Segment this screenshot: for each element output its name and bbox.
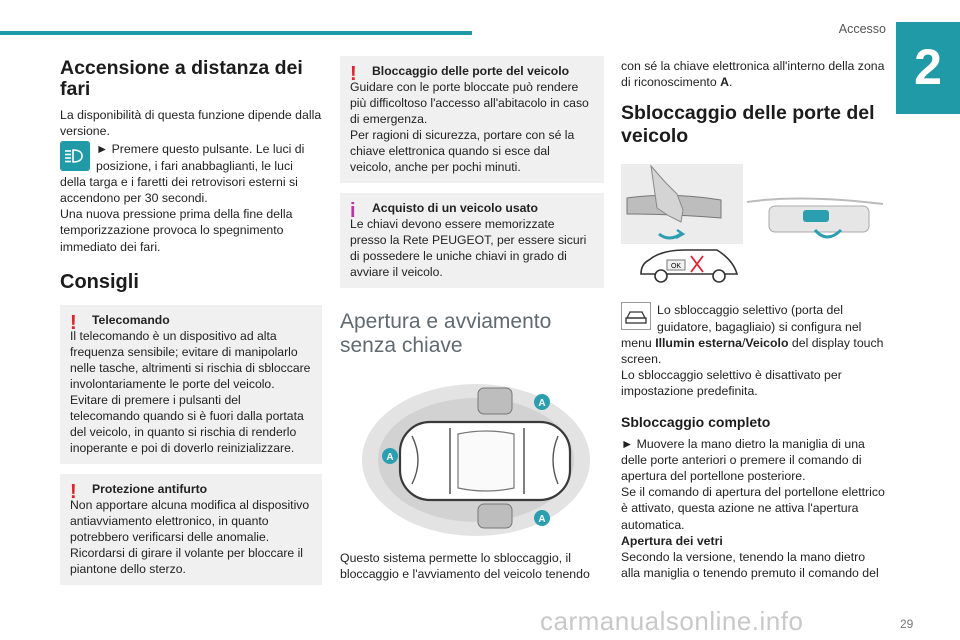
note-title: Bloccaggio delle porte del veicolo: [372, 64, 570, 78]
menu-name: Veicolo: [745, 335, 789, 350]
chapter-number-tab: 2: [896, 22, 960, 114]
selective-default-text: Lo sbloccaggio selettivo è disattivato per impostazione predefinita.: [621, 368, 842, 399]
complete-unlock-heading: Sbloccaggio completo: [621, 413, 771, 430]
selective-unlock-text: [621, 302, 887, 367]
info-icon: i: [350, 200, 356, 222]
note-title: Protezione antifurto: [92, 481, 208, 496]
menu-separator: /: [741, 335, 746, 350]
zone-a-label: A: [538, 514, 546, 525]
windows-text: Secondo la versione, tenendo la mano dietro alla maniglia o tenendo premuto il comando del: [621, 550, 879, 581]
watermark: carmanualsonline.info: [540, 606, 804, 636]
antitheft-warning: [60, 474, 322, 585]
column-1: [60, 58, 322, 585]
second-press-text: Una nuova pressione prima della fine della temporizzazione provoca lo spegnimento immediato dei fari.: [60, 207, 293, 254]
keyless-continuation: [621, 58, 887, 90]
car-settings-icon: [621, 302, 651, 330]
continuation-text: con sé la chiave elettronica all'interno della zona di riconoscimento: [621, 59, 885, 90]
column-2: [340, 56, 604, 582]
note-title: Acquisto di un veicolo usato: [372, 201, 538, 215]
selective-text-a: Lo sbloccaggio selettivo (porta del guidatore, bagagliaio) si configura nel menu: [621, 303, 862, 350]
note-body: Non apportare alcuna modifica al dispositivo antiavviamento elettronico, in quanto potrebbero verificarsi delle anomalie.: [70, 497, 310, 544]
windows-heading: Apertura dei vetri: [621, 533, 723, 548]
note-body: Il telecomando è un dispositivo ad alta frequenza sensibile; evitare di manipolarlo nelle tasche, altrimenti si rischia di sbloccare involontariamente le porte del veicolo.: [70, 328, 311, 391]
headlight-step-text: ► Premere questo pulsante. Le luci di posizione, i fari anabbaglianti, le luci della targa e i faretti dei retrovisori esterni si accendono per 30 secondi.: [60, 142, 305, 206]
zone-reference: A: [720, 75, 729, 90]
page-number: 29: [900, 617, 914, 631]
note-body: Le chiavi devono essere memorizzate presso la Rete PEUGEOT, per essere sicuri di possedere le uniche chiavi in grado di avviare il veicolo.: [350, 217, 587, 279]
zone-a-label: A: [538, 398, 546, 409]
tailgate-text: Se il comando di apertura del portellone elettrico è attivato, questa azione ne attiva l'apertura automatica.: [621, 485, 885, 532]
continuation-end: .: [729, 75, 733, 90]
section-title: Accesso: [838, 22, 886, 36]
note-body: Ricordarsi di girare il volante per bloccare il piantone dello sterzo.: [70, 545, 304, 576]
advice-heading: Consigli: [60, 270, 139, 293]
headlight-button-icon: [60, 141, 90, 171]
remote-headlights-title: Accensione a distanza dei fari: [60, 57, 303, 100]
menu-name: Illumin esterna: [655, 335, 742, 350]
headlight-step: [60, 141, 322, 206]
locking-warning: [340, 56, 604, 183]
header-accent-bar: [0, 31, 472, 35]
unlock-heading: Sbloccaggio delle porte del veicolo: [621, 102, 875, 148]
note-body: Per ragioni di sicurezza, portare con sé la chiave elettronica quando si esce dal veicolo, anche per pochi minuti.: [350, 128, 575, 174]
column-3: [621, 58, 887, 581]
remote-control-warning: [60, 305, 322, 464]
keyless-intro: Questo sistema permette lo sbloccaggio, il bloccaggio e l'avviamento del veicolo tenendo: [340, 551, 590, 582]
unlock-diagram: [621, 164, 887, 294]
note-title: Telecomando: [92, 312, 170, 327]
selective-text-b: del display touch screen.: [621, 335, 884, 367]
zone-a-label: A: [386, 452, 394, 463]
complete-step: ► Muovere la mano dietro la maniglia di una delle porte anteriori o premere il comando di apertura del portellone posteriore.: [621, 436, 865, 484]
availability-text: La disponibilità di questa funzione dipende dalla versione.: [60, 108, 322, 139]
note-body: Evitare di premere i pulsanti del telecomando quando si è fuori dalla portata del veicolo, in quanto si rischia di renderlo inoperante e poi di doverlo reinizializzare.: [70, 392, 304, 455]
used-vehicle-info: [340, 193, 604, 288]
note-body: Guidare con le porte bloccate può rendere più difficoltoso l'accesso all'abitacolo in caso di emergenza.: [350, 80, 589, 126]
selective-unlock-block: [621, 302, 887, 399]
warning-icon: !: [70, 480, 77, 503]
keyless-heading: Apertura e avviamento senza chiave: [340, 310, 552, 357]
warning-icon: !: [70, 311, 77, 334]
keyless-zone-diagram: [354, 372, 594, 542]
warning-icon: !: [350, 63, 357, 85]
ok-label: OK: [670, 263, 682, 271]
